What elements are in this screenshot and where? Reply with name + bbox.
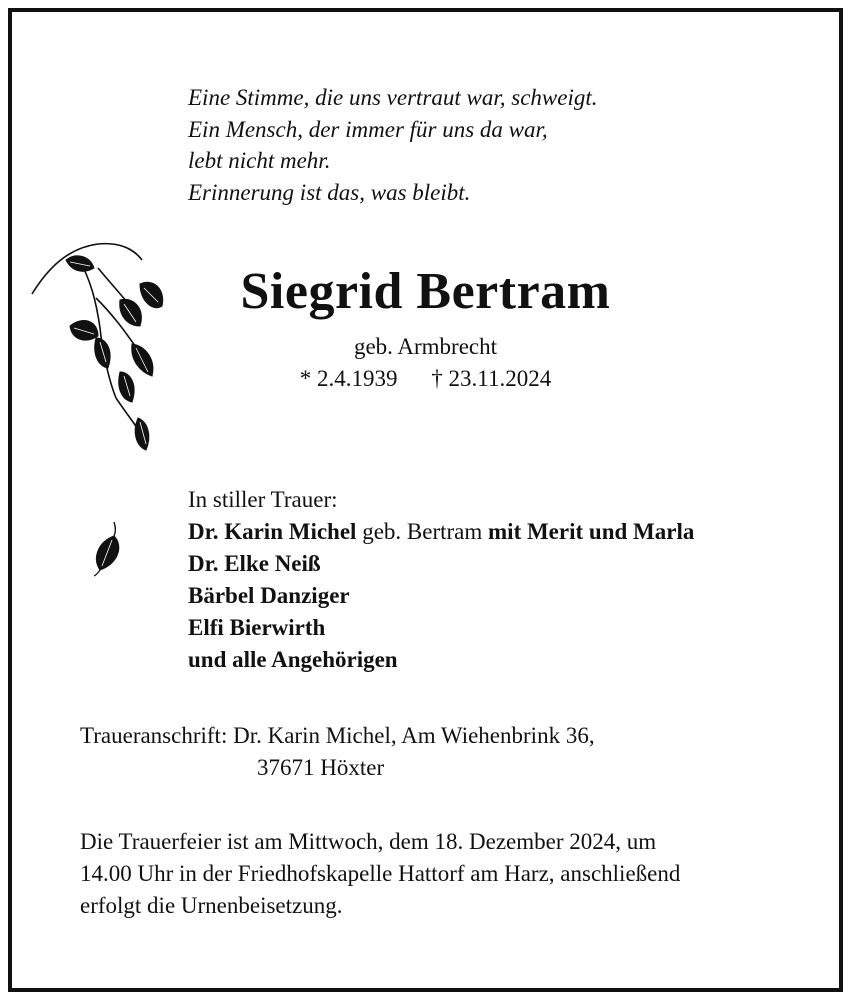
mourner-line (188, 516, 694, 548)
address-street: Dr. Karin Michel, Am Wiehenbrink 36, (233, 723, 595, 748)
poem-line: Eine Stimme, die uns vertraut war, schweigt. (188, 85, 598, 110)
address-city: 37671 Höxter (257, 755, 385, 780)
funeral-notice (80, 826, 680, 922)
poem-line: lebt nicht mehr. (188, 148, 331, 173)
notice-line: erfolgt die Urnenbeisetzung. (80, 893, 343, 918)
address-label: Traueranschrift: (80, 723, 228, 748)
mourner-line: und alle Angehörigen (188, 647, 398, 672)
mourner-family: mit Merit und Marla (488, 519, 695, 544)
mourning-address (80, 720, 595, 784)
birth-date: * 2.4.1939 (299, 366, 398, 391)
life-dates (0, 366, 851, 392)
mourners-intro: In stiller Trauer: (188, 487, 338, 512)
leaf-icon (86, 518, 126, 578)
mourner-line: Dr. Elke Neiß (188, 551, 321, 576)
poem-line: Ein Mensch, der immer für uns da war, (188, 116, 548, 142)
mourner-line: Bärbel Danziger (188, 583, 350, 608)
mourner-birth-name: geb. Bertram (356, 519, 489, 544)
deceased-name: Siegrid Bertram (240, 263, 611, 320)
poem-line: Erinnerung ist das, was bleibt. (188, 179, 471, 205)
mourners-list (188, 484, 694, 676)
notice-line: Die Trauerfeier ist am Mittwoch, dem 18. Dezember 2024, um (80, 829, 657, 854)
birth-name: geb. Armbrecht (353, 334, 498, 359)
death-date: † 23.11.2024 (431, 366, 552, 391)
notice-line: 14.00 Uhr in der Friedhofskapelle Hattorf am Harz, anschließend (80, 861, 681, 886)
address-line (80, 720, 595, 752)
poem (188, 82, 598, 208)
mourner-name: Dr. Karin Michel (188, 519, 357, 544)
mourner-line: Elfi Bierwirth (188, 615, 326, 640)
